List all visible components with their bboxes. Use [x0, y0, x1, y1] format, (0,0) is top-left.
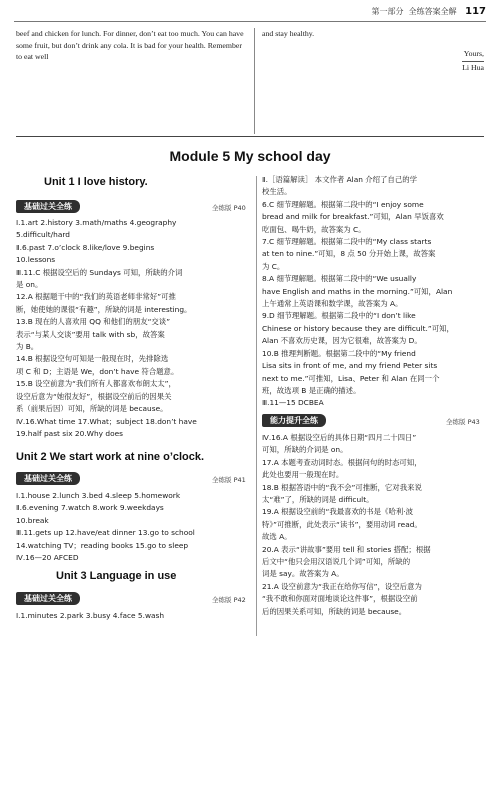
answer-line: Ⅲ.11.C 根据设空后的 Sundays 可知，所缺的介词	[16, 267, 183, 277]
answer-line: 7.C 细节理解题。根据第二段中的“My class starts	[262, 237, 432, 247]
answer-line: 10.lessons	[16, 255, 56, 265]
answer-line: 为 C。	[262, 261, 285, 271]
answer-line: 20.A 表示“讲故事”要用 tell 和 stories 搭配；根据	[262, 544, 431, 554]
top-column-divider	[254, 28, 255, 134]
letter-text-right: and stay healthy.	[262, 29, 315, 38]
answer-line: 后的因果关系可知，所缺的词是 because。	[262, 606, 407, 616]
answer-line: 设空后意为“她很友好”，根据设空前后的因果关	[16, 391, 172, 401]
answer-line: Ⅱ.6.past 7.o’clock 8.like/love 9.begins	[16, 242, 155, 252]
right-answers-part2	[262, 432, 488, 618]
answer-line: 是 on。	[16, 280, 43, 290]
column-divider	[256, 176, 257, 636]
unit1-ref: 全练版 P40	[212, 204, 246, 212]
answer-line: 断，她使她的课很“有趣”，所缺的词是 interesting。	[16, 304, 192, 314]
answer-line: 后文中“他只会用汉语说几个词”可知，所缺的	[262, 557, 411, 567]
answer-line: Chinese or history because they are difficult.”可知，	[262, 323, 454, 333]
right-answers-part1	[262, 174, 488, 410]
answer-line: 系（前果后因）可知，所缺的词是 because。	[16, 404, 168, 414]
answer-line: Ⅲ.11—15 DCBEA	[262, 398, 324, 408]
answer-line: 19.half past six 20.Why does	[16, 428, 123, 438]
answer-line: Ⅱ.［语篇解读］ 本文作者 Alan 介绍了自己的学	[262, 175, 417, 184]
answer-line: Ⅰ.1.house 2.lunch 3.bed 4.sleep 5.homework	[16, 491, 181, 500]
answer-line: “我不敢和你面对面地谈论这件事”，根据设空前	[262, 594, 418, 604]
answer-line: 特》”可推断，此处表示“读书”，要用动词 read。	[262, 519, 422, 529]
answer-line: 14.watching TV；reading books 15.go to sleep	[16, 540, 189, 550]
answer-line: Alan 不喜欢历史课，因为它很难，故答案为 D。	[262, 336, 422, 346]
unit3-badge: 基础过关全练	[16, 592, 80, 605]
ability-badge: 能力提升全练	[262, 414, 326, 427]
answer-line: Ⅳ.16.What time 17.What；subject 18.don’t have	[16, 416, 197, 426]
answer-line: 12.A 根据题干中的“我们的英语老师非常好”可推	[16, 292, 176, 302]
answer-line: 6.C 细节理解题。根据第二段中的“I enjoy some	[262, 199, 424, 209]
answer-line: 项 C 和 D；主语是 We，don’t have 符合题意。	[16, 366, 179, 376]
letter-continued-left	[16, 28, 246, 63]
answer-line: bread and milk for breakfast.”可知，Alan 早饭喜欢	[262, 212, 444, 222]
answer-line: 班，故选项 B 是正确的描述。	[262, 385, 361, 395]
unit2-ref: 全练版 P41	[212, 476, 246, 484]
answer-line: 此处也要用一般现在时。	[262, 470, 344, 480]
answer-line: 18.B 根据答语中的“我不会”可推断，它对我来说	[262, 482, 422, 492]
answer-line: 太“难”了，所缺的词是 difficult。	[262, 495, 374, 505]
header-section: 第一部分	[371, 7, 404, 16]
answer-line: 21.A 设空前意为“我正在给你写信”，设空后意为	[262, 581, 422, 591]
answer-line: 17.A 本题考查动词时态。根据问句的时态可知，	[262, 457, 422, 467]
ability-ref: 全练版 P43	[446, 418, 480, 426]
answer-line: Ⅳ.16—20 AFCED	[16, 553, 79, 563]
answer-line: Ⅰ.1.minutes 2.park 3.busy 4.face 5.wash	[16, 611, 165, 620]
letter-continued-right	[262, 28, 484, 74]
answer-line: 5.difficult/hard	[16, 230, 70, 240]
answer-line: at ten to nine.”可知，8 点 50 分开始上课，故答案	[262, 249, 436, 259]
unit3-answers	[16, 610, 252, 622]
answer-line: 14.B 根据设空句可知是一般现在时，先排除选	[16, 354, 169, 364]
letter-text-left: beef and chicken for lunch. For dinner, don’t eat too much. You can have some fruit, but don’t drink any cola. It is bad for your health. Remember to eat well	[16, 29, 244, 61]
answer-line: 表示“与某人交谈”要用 talk with sb，故答案	[16, 329, 165, 339]
answer-line: 词是 say。故答案为 A。	[262, 569, 344, 579]
unit2-answers	[16, 490, 252, 564]
section-rule	[16, 136, 484, 137]
unit2-title: Unit 2 We start work at nine o’clock.	[16, 451, 205, 463]
answer-line: 15.B 设空前意为“我们所有人都喜欢布朗太太”，	[16, 379, 176, 389]
answer-line: Ⅰ.1.art 2.history 3.math/maths 4.geography	[16, 218, 177, 227]
unit1-title: Unit 1 I love history.	[44, 176, 148, 188]
answer-line: 为 B。	[16, 342, 39, 352]
page-header	[0, 0, 500, 26]
signature-closing: Yours,	[463, 48, 484, 58]
answer-line: 故选 A。	[262, 532, 292, 542]
answer-line: Lisa sits in front of me, and my friend Peter sits	[262, 361, 438, 371]
answer-line: 13.B 现在的人喜欢用 QQ 和他们的朋友“交谈”	[16, 317, 171, 327]
answer-line: 校生活。	[262, 187, 292, 197]
unit1-badge: 基础过关全练	[16, 200, 80, 213]
answer-line: 上午通常上英语课和数学课，故答案为 A。	[262, 299, 403, 309]
answer-line: Ⅱ.6.evening 7.watch 8.work 9.weekdays	[16, 503, 164, 513]
header-book-title: 全练答案全解	[408, 7, 457, 16]
answer-line: 10.break	[16, 515, 49, 525]
header-rule	[14, 21, 486, 22]
answer-line: 可知，所缺的介词是 on。	[262, 445, 348, 455]
answer-line: next to me.”可推知，Lisa、Peter 和 Alan 在同一个	[262, 373, 440, 383]
unit3-title: Unit 3 Language in use	[56, 570, 177, 582]
answer-line: 19.A 根据设空前的“我最喜欢的书是《哈利·波	[262, 507, 413, 517]
answer-line: 吃面包、喝牛奶，故答案为 C。	[262, 224, 366, 234]
header-title	[371, 6, 486, 17]
answer-line: Ⅲ.11.gets up 12.have/eat dinner 13.go to school	[16, 528, 195, 538]
answer-line: 9.D 细节理解题。根据第二段中的“I don’t like	[262, 311, 416, 321]
answer-line: 8.A 细节理解题。根据第二段中的“We usually	[262, 274, 417, 284]
module-title: Module 5 My school day	[169, 148, 331, 164]
signature-name: Li Hua	[462, 63, 484, 72]
answer-line: have English and maths in the morning.”可知，Alan	[262, 286, 453, 296]
answer-line: Ⅳ.16.A 根据设空后的具体日期“四月二十四日”	[262, 433, 417, 442]
unit3-ref: 全练版 P42	[212, 596, 246, 604]
unit2-badge: 基础过关全练	[16, 472, 80, 485]
page-number: 117	[465, 6, 486, 17]
unit1-answers	[16, 217, 252, 440]
letter-signature	[262, 48, 484, 74]
answer-line: 10.B 推理判断题。根据第二段中的“My friend	[262, 348, 416, 358]
